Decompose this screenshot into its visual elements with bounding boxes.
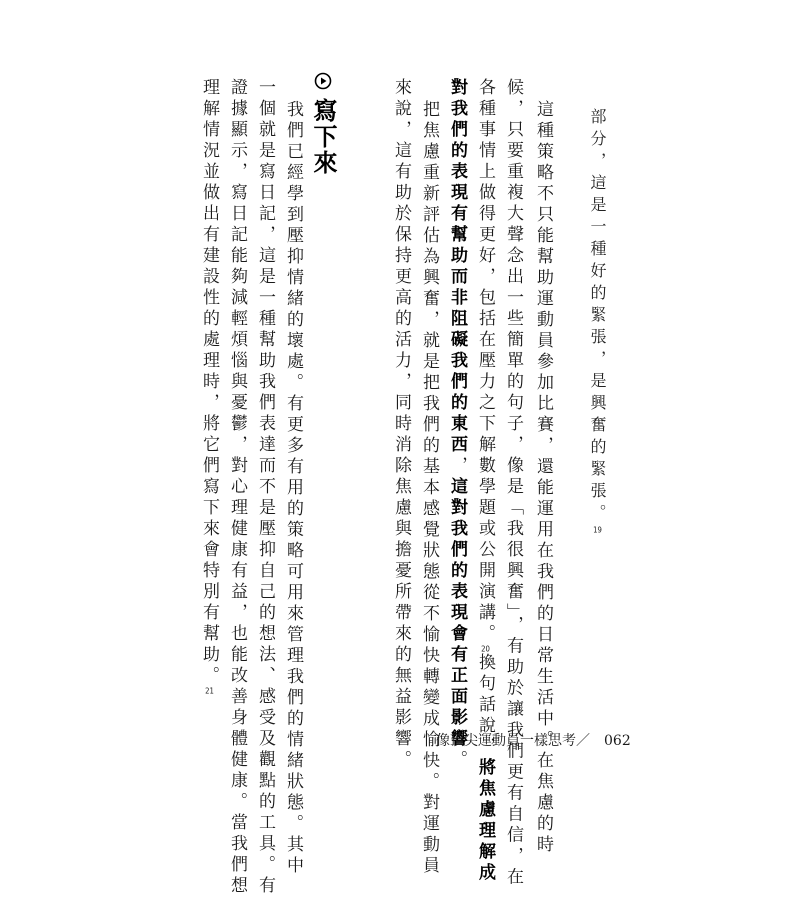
page-number: 062 [604,733,631,749]
text-run: 來說，這有助於保持更高的活力，同時消除焦慮與擔憂所帶來的無益影響。 [391,78,411,771]
text-run: 候，只要重複大聲念出一些簡單的句子，像是「我很興奮」，有助於讓我們更有自信，在 [503,78,523,889]
text-run: 把焦慮重新評估為興奮，就是把我們的基本感覺狀態從不愉快轉變成愉快。對運動員 [419,100,439,877]
emphasis-text: 這對我們的表現會有正面影響 [447,477,467,750]
text-run: 理解情況並做出有建設性的處理時，將它們寫下來會特別有幫助。 [199,78,219,687]
text-run: ， [447,456,467,477]
text-run: 。 [447,750,467,771]
text-run: 我們已經學到壓抑情緒的壞處。有更多有用的策略可用來管理我們的情緒狀態。其中 [283,100,303,877]
emphasis-text: 對我們的表現有幫助而非阻礙我們的東西 [447,78,467,456]
paragraph-1-line-3 [472,78,498,884]
section-title: 寫下來 [309,98,337,176]
emphasis-text: 將焦慮理解成 [475,758,495,884]
section-heading [302,72,342,212]
page-footer [436,730,631,750]
paragraph-1-line-4 [444,78,470,771]
running-title: 像頂尖運動員一樣思考／ [436,733,590,749]
play-circle-icon [314,72,332,90]
paragraph-2-line-2 [388,78,414,771]
quote-line [584,108,610,534]
text-run: 換句話說， [475,653,495,758]
paragraph-3-line-3 [224,78,250,897]
paragraph-2-line-1 [416,100,442,877]
footnote-marker: 21 [205,687,214,695]
text-run: 這種策略不只能幫助運動員參加比賽，還能運用在我們的日常生活中。在焦慮的時 [533,100,553,856]
footnote-marker: 19 [593,526,602,534]
paragraph-3-line-2 [252,78,278,897]
text-run: 證據顯示，寫日記能夠減輕煩惱與憂鬱，對心理健康有益，也能改善身體健康。當我們想 [227,78,247,897]
paragraph-3-line-1 [280,100,306,877]
quote-text: 部分，這是一種好的緊張，是興奮的緊張。 [588,108,607,526]
paragraph-3-line-4 [196,78,222,695]
text-run: 一個就是寫日記，這是一種幫助我們表達而不是壓抑自己的想法、感受及觀點的工具。有 [255,78,275,897]
footnote-marker: 20 [481,645,490,653]
paragraph-1-line-2 [500,78,526,889]
text-run: 各種事情上做得更好，包括在壓力之下解數學題或公開演講。 [475,78,495,645]
